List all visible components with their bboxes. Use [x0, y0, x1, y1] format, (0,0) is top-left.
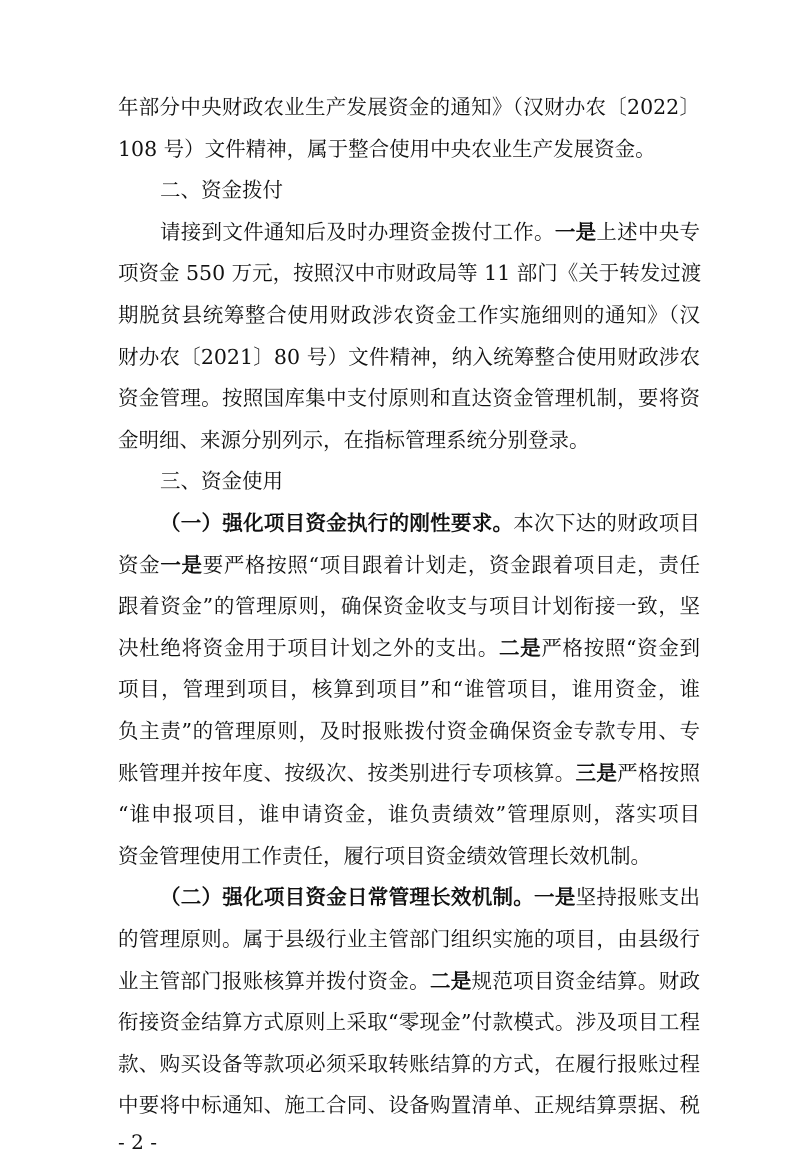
emphasis-text: 二是 — [429, 968, 472, 993]
paragraph-line: 108 号）文件精神，属于整合使用中央农业生产发展资金。 — [118, 136, 656, 161]
paragraph-line: 年部分中央财政农业生产发展资金的通知》（汉财办农〔2022〕 — [118, 95, 700, 119]
paragraph-line: 资金管理使用工作责任，履行项目资金绩效管理长效机制。 — [118, 843, 651, 868]
emphasis-text: 三是 — [575, 760, 618, 785]
paragraph-line: 期脱贫县统筹整合使用财政涉农资金工作实施细则的通知》（汉 — [118, 303, 700, 327]
emphasis-text: 一是 — [554, 219, 597, 244]
subsection-title: （一）强化项目资金执行的刚性要求。 — [160, 511, 514, 535]
paragraph-line: 跟着资金”的管理原则，确保资金收支与项目计划衔接一致，坚 — [118, 594, 700, 619]
paragraph-line: 中要将中标通知、施工合同、设备购置清单、正规结算票据、税 — [118, 1093, 700, 1118]
paragraph-line: 财办农〔2021〕80 号）文件精神，纳入统筹整合使用财政涉农 — [118, 344, 700, 369]
paragraph-line: 款、购买设备等款项必须采取转账结算的方式，在履行报账过程 — [118, 1051, 700, 1076]
paragraph-line: 项目，管理到项目，核算到项目”和“谁管项目，谁用资金，谁 — [118, 677, 700, 702]
paragraph-line: 资金一是要严格按照“项目跟着计划走，资金跟着项目走，责任 — [118, 552, 701, 577]
section-heading-2: 二、资金拨付 — [160, 178, 283, 203]
emphasis-text: 一是 — [160, 552, 203, 577]
paragraph-line: 的管理原则。属于县级行业主管部门组织实施的项目，由县级行 — [118, 927, 700, 951]
paragraph-line: 资金管理。按照国库集中支付原则和直达资金管理机制，要将资 — [118, 386, 700, 411]
paragraph-line: “谁申报项目，谁申请资金，谁负责绩效”管理原则，落实项目 — [118, 802, 700, 827]
emphasis-text: 一是 — [534, 885, 576, 910]
paragraph-line: 请接到文件通知后及时办理资金拨付工作。一是上述中央专 — [160, 219, 701, 244]
emphasis-text: 二是 — [499, 635, 542, 660]
paragraph-line: 金明细、来源分别列示，在指标管理系统分别登录。 — [118, 427, 590, 452]
paragraph-line: 衔接资金结算方式原则上采取“零现金”付款模式。涉及项目工程 — [118, 1010, 700, 1035]
subsection-title: （二）强化项目资金日常管理长效机制。 — [160, 885, 535, 910]
paragraph-line: 负主责”的管理原则，及时报账拨付资金确保资金专款专用、专 — [118, 719, 700, 743]
paragraph-line: 账管理并按年度、按级次、按类别进行专项核算。三是严格按照 — [118, 760, 701, 785]
paragraph-line: （一）强化项目资金执行的刚性要求。本次下达的财政项目 — [160, 511, 701, 535]
paragraph-line: （二）强化项目资金日常管理长效机制。一是坚持报账支出 — [160, 885, 701, 910]
page-number: - 2 - — [118, 1130, 157, 1154]
paragraph-line: 业主管部门报账核算并拨付资金。二是规范项目资金结算。财政 — [118, 968, 701, 993]
paragraph-line: 项资金 550 万元，按照汉中市财政局等 11 部门《关于转发过渡 — [118, 261, 702, 286]
section-heading-3: 三、资金使用 — [160, 469, 283, 494]
paragraph-line: 决杜绝将资金用于项目计划之外的支出。二是严格按照“资金到 — [118, 635, 701, 660]
